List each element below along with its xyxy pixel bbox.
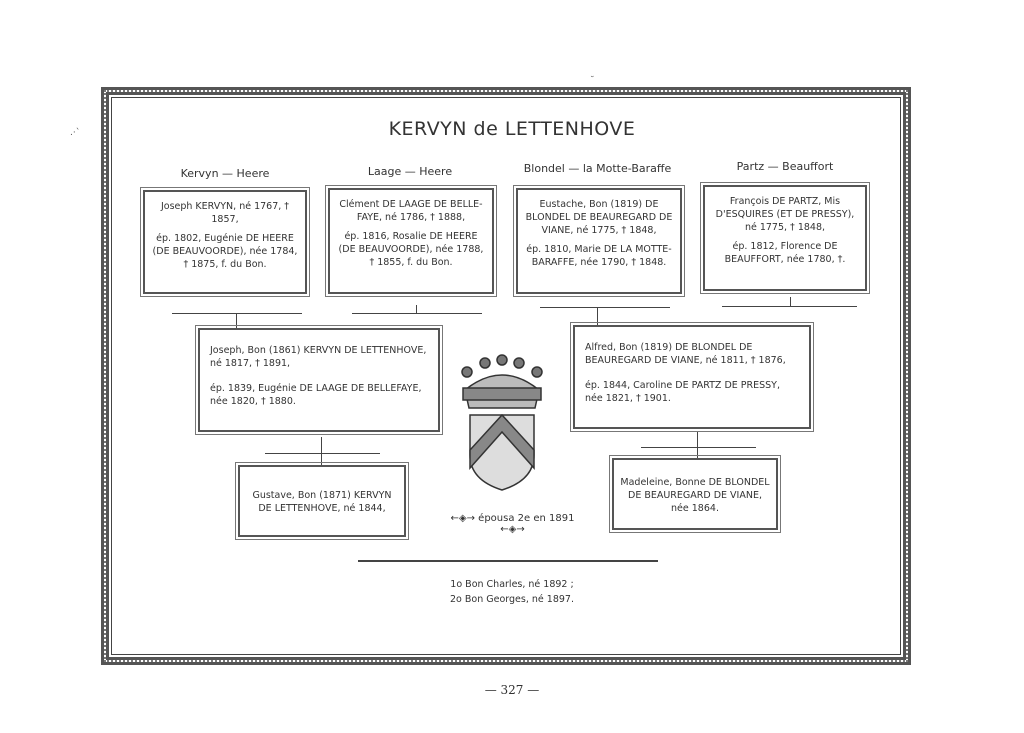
page-number: — 327 — bbox=[484, 683, 540, 697]
box-line: ép. 1812, Florence DE BEAUFFORT, née 1780, †. bbox=[724, 241, 846, 265]
box-joseph-baron bbox=[198, 328, 440, 432]
column-head-blondel: Blondel — la Motte-Baraffe bbox=[523, 162, 672, 175]
child-line: 2o Bon Georges, né 1897. bbox=[450, 594, 574, 605]
connector-tick bbox=[416, 305, 417, 314]
box-line: ép. 1839, Eugénie DE LAAGE DE BELLEFAYE, née 1820, † 1880. bbox=[210, 383, 422, 407]
box-joseph-kervyn bbox=[143, 190, 307, 294]
ornament-right: ←◈→ bbox=[500, 524, 525, 535]
box-line: Madeleine, Bonne DE BLONDEL DE BEAUREGARD DE VIANE, née 1864. bbox=[620, 477, 770, 514]
column-head-partz: Partz — Beauffort bbox=[736, 160, 834, 173]
box-alfred-baron bbox=[573, 325, 811, 429]
coat-of-arms bbox=[455, 350, 549, 494]
box-line: ép. 1816, Rosalie DE HEERE (DE BEAUVOORDE), née 1788, † 1855, f. du Bon. bbox=[338, 231, 484, 268]
scan-speck: .·` bbox=[70, 128, 81, 138]
page-title: KERVYN de LETTENHOVE bbox=[388, 118, 636, 140]
connector-brace bbox=[540, 307, 670, 308]
connector-tick bbox=[321, 437, 322, 465]
box-eustache-blondel bbox=[516, 188, 682, 294]
ornament-left: ←◈→ bbox=[450, 513, 479, 524]
connector-brace bbox=[352, 313, 482, 314]
box-gustave bbox=[238, 465, 406, 537]
box-madeleine bbox=[612, 458, 778, 530]
box-line: ép. 1844, Caroline DE PARTZ DE PRESSY, née 1821, † 1901. bbox=[585, 380, 781, 404]
box-line: Eustache, Bon (1819) DE BLONDEL DE BEAUREGARD DE VIANE, né 1775, † 1848, bbox=[525, 199, 673, 236]
column-head-kervyn: Kervyn — Heere bbox=[180, 167, 270, 180]
connector-tick bbox=[697, 432, 698, 460]
box-line: ép. 1810, Marie DE LA MOTTE-BARAFFE, née 1790, † 1848. bbox=[526, 244, 672, 268]
scan-speck: ˘ bbox=[590, 76, 595, 86]
box-line: ép. 1802, Eugénie DE HEERE (DE BEAUVOORDE), née 1784, † 1875, f. du Bon. bbox=[152, 233, 298, 270]
column-head-laage: Laage — Heere bbox=[367, 165, 453, 178]
box-line: Joseph, Bon (1861) KERVYN DE LETTENHOVE, né 1817, † 1891, bbox=[210, 345, 427, 369]
box-francois-partz bbox=[703, 185, 867, 291]
connector-brace bbox=[172, 313, 302, 314]
box-line: Alfred, Bon (1819) DE BLONDEL DE BEAUREGARD DE VIANE, né 1811, † 1876, bbox=[585, 342, 786, 366]
connector-brace bbox=[265, 453, 380, 454]
children-divider bbox=[358, 560, 658, 562]
marriage-note bbox=[440, 513, 585, 535]
child-line: 1o Bon Charles, né 1892 ; bbox=[450, 579, 574, 590]
box-line: Clément DE LAAGE DE BELLE-FAYE, né 1786, † 1888, bbox=[339, 199, 483, 223]
marriage-text: épousa 2e en 1891 bbox=[478, 513, 575, 524]
connector-tick bbox=[790, 297, 791, 307]
box-line: François DE PARTZ, Mis D'ESQUIRES (ET DE PRESSY), né 1775, † 1848, bbox=[715, 196, 855, 233]
box-line: Gustave, Bon (1871) KERVYN DE LETTENHOVE, né 1844, bbox=[252, 490, 392, 514]
connector-brace bbox=[641, 447, 756, 448]
children-list bbox=[0, 577, 1024, 607]
connector-tick bbox=[597, 307, 598, 325]
box-line: Joseph KERVYN, né 1767, † 1857, bbox=[160, 201, 290, 225]
box-clement-laage bbox=[328, 188, 494, 294]
